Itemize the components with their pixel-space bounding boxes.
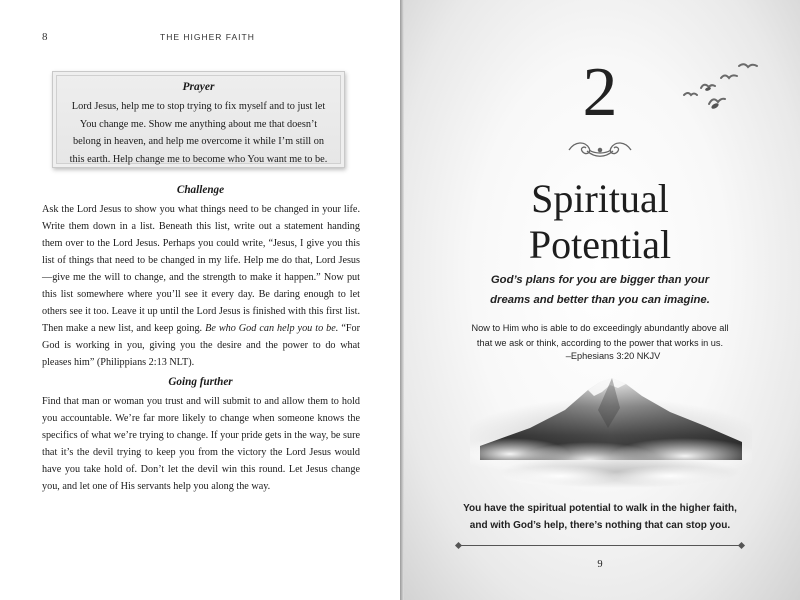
- prayer-box: [52, 71, 345, 168]
- going-further-heading: Going further: [168, 376, 233, 388]
- book-gutter: [400, 0, 404, 600]
- running-title: THE HIGHER FAITH: [160, 32, 255, 42]
- prayer-text: Lord Jesus, help me to stop trying to fix myself and to just let You change me. Show me anything about me that doesn’t belong in heaven, and help me overcome it while I’m still on this earth. Help change me to become who You want me to be.: [69, 101, 328, 165]
- epigraph-line1: Now to Him who is able to do exceedingly abundantly above all: [471, 323, 729, 333]
- chapter-subtitle: [460, 270, 740, 310]
- subtitle-line1: God’s plans for you are bigger than your: [490, 274, 710, 286]
- prayer-heading: Prayer: [182, 81, 215, 93]
- challenge-text-part1: Ask the Lord Jesus to show you what things need to be changed in your life. Write them down in a list. Beneath this list, write out a statement handing them over to the Lord Jesus. Perhaps you could write, “Jesus, I give you this list of things that need to be changed in my life. Help me do that, Lord Jesus—give me the will to change, and the strength to make it happen.” Now put this list somewhere where you’ll see it every day. Be daring enough to let others see it too. Leave it up until the Lord Jesus is finished with this first list. Then make a new list, and keep going.: [42, 204, 360, 334]
- challenge-heading: Challenge: [176, 184, 225, 196]
- chapter-title-line2: Potential: [528, 222, 672, 267]
- challenge-emphasis: Be who God can help you to be.: [205, 323, 339, 334]
- challenge-text-part2: “For God is working in you, giving you the desire and the power to do what pleases him” (Philippians 2:13 NLT).: [42, 323, 360, 368]
- challenge-text: [42, 201, 360, 371]
- epigraph: [428, 321, 772, 351]
- footer-rule: [458, 545, 742, 546]
- left-page-number: 8: [42, 31, 48, 43]
- mountain-image: [470, 368, 752, 488]
- chapter-number: 2: [582, 54, 618, 131]
- closing-line2: and with God’s help, there’s nothing that can stop you.: [469, 520, 731, 531]
- footer-rule-end-right: [738, 542, 745, 549]
- right-page-number: 9: [597, 559, 603, 570]
- running-head: [42, 31, 346, 45]
- going-further-text: Find that man or woman you trust and will submit to and allow them to hold you accountable. We’re far more likely to change when someone knows the specifics of what we’re trying to change. If your pride gets in the way, be sure that it’s the devil trying to keep you from the victory the Lord Jesus would have you take hold of. Don’t let the devil win this round. Let Jesus change you, and let one of His servants help you along the way.: [42, 396, 360, 492]
- closing-line1: You have the spiritual potential to walk in the higher faith,: [463, 503, 737, 514]
- footer-rule-end-left: [455, 542, 462, 549]
- flourish-divider-icon: [565, 139, 635, 161]
- chapter-title-line1: Spiritual: [531, 176, 669, 221]
- subtitle-line2: dreams and better than you can imagine.: [490, 294, 710, 306]
- epigraph-reference: –Ephesians 3:20 NKJV: [565, 351, 661, 361]
- birds-icon: [681, 60, 761, 120]
- closing-statement: [460, 500, 740, 534]
- epigraph-line2: that we ask or think, according to the power that works in us.: [476, 338, 724, 348]
- right-page: [400, 0, 800, 600]
